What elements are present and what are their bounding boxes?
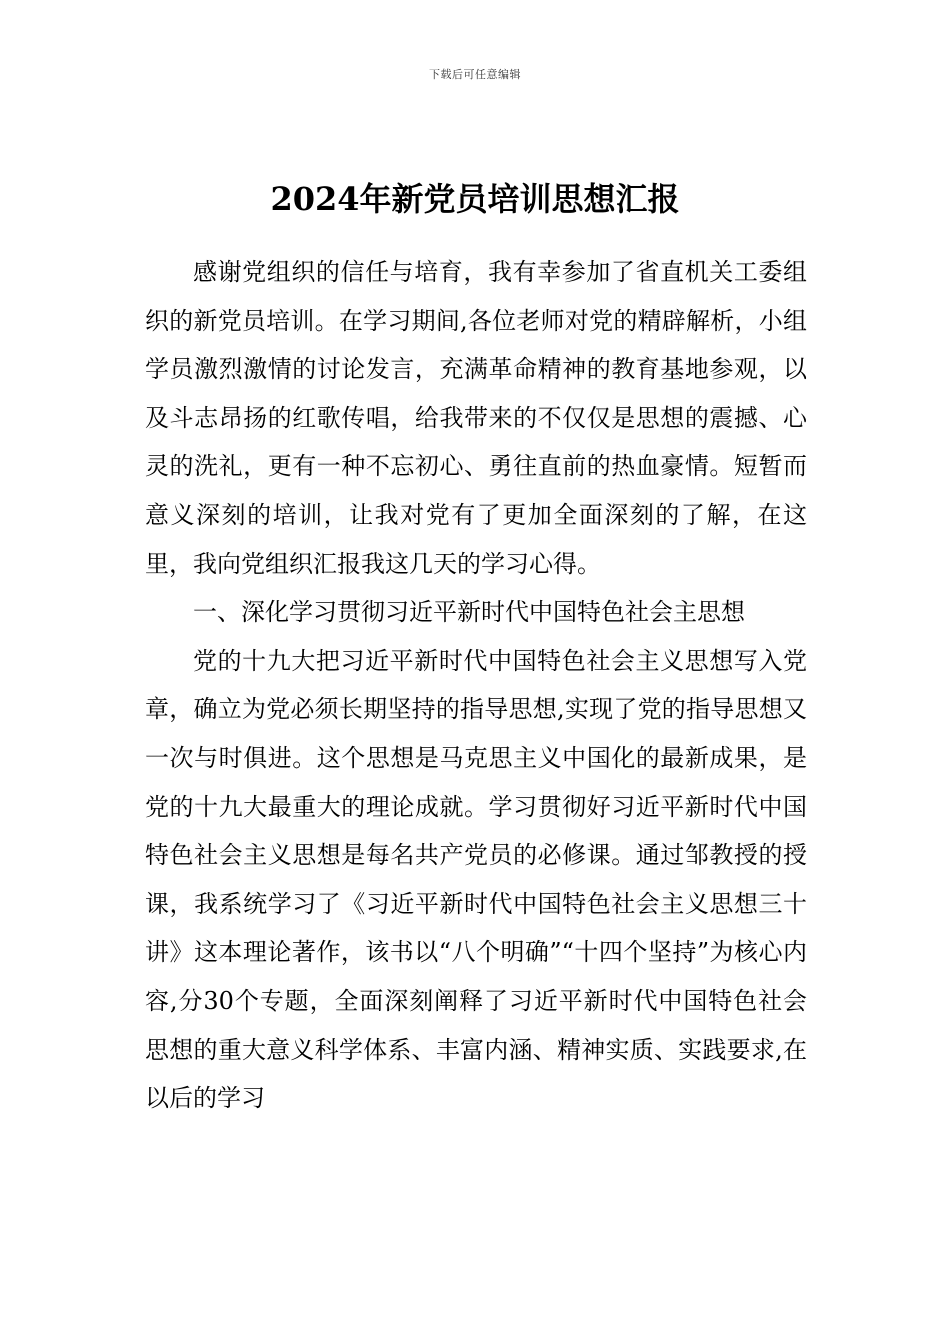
header-note: 下载后可任意编辑 [429,68,521,81]
paragraph-intro: 感谢党组织的信任与培育，我有幸参加了省直机关工委组织的新党员培训。在学习期间,各位老师对党的精辟解析，小组学员激烈激情的讨论发言，充满革命精神的教育基地参观，以及斗志昂扬的红歌传唱，给我带来的不仅仅是思想的震撼、心灵的洗礼，更有一种不忘初心、勇往直前的热血豪情。短暂而意义深刻的培训，让我对党有了更加全面深刻的了解，在这里，我向党组织汇报我这几天的学习心得。 [145,258,807,578]
document-body [145,248,807,1123]
section-heading-1: 一、深化学习贯彻习近平新时代中国特色社会主思想 [193,598,745,627]
document-title: 2024年新党员培训思想汇报 [270,180,680,218]
paragraph-section-1: 党的十九大把习近平新时代中国特色社会主义思想写入党章，确立为党必须长期坚持的指导思想,实现了党的指导思想又一次与时俱进。这个思想是马克思主义中国化的最新成果，是党的十九大最重大的理论成就。学习贯彻好习近平新时代中国特色社会主义思想是每名共产党员的必修课。通过邹教授的授课，我系统学习了《习近平新时代中国特色社会主义思想三十讲》这本理论著作，该书以“八个明确”“十四个坚持”为核心内容,分30个专题，全面深刻阐释了习近平新时代中国特色社会思想的重大意义科学体系、丰富内涵、精神实质、实践要求,在以后的学习 [145,646,807,1113]
